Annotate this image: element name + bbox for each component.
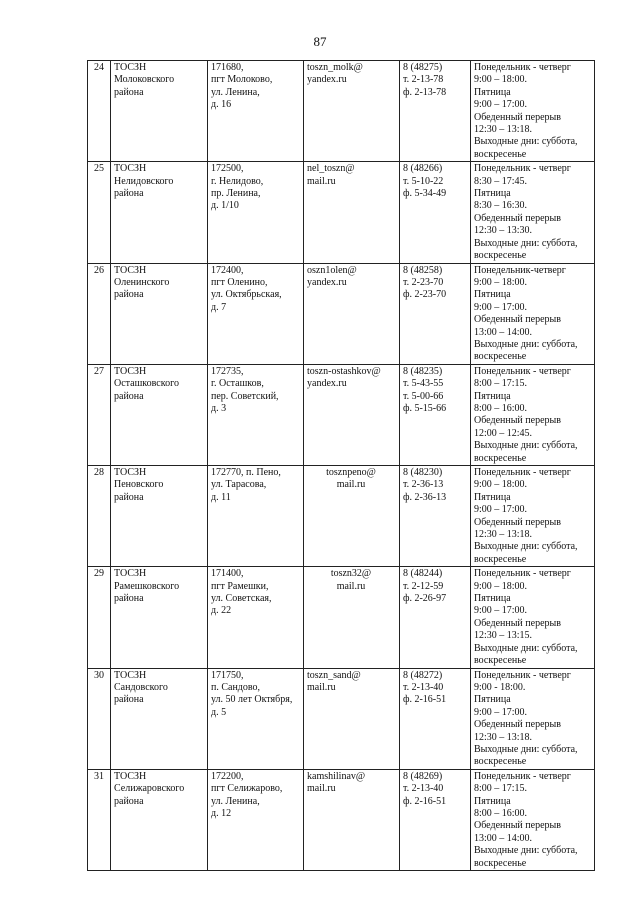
table-row xyxy=(88,364,595,465)
row-number: 25 xyxy=(88,162,111,263)
table-row xyxy=(88,769,595,870)
row-number: 31 xyxy=(88,769,111,870)
office-name: ТОСЗН Осташковского района xyxy=(111,364,208,465)
office-phone: 8 (48269) т. 2-13-40 ф. 2-16-51 xyxy=(400,769,471,870)
row-number: 29 xyxy=(88,567,111,668)
office-name: ТОСЗН Пеновского района xyxy=(111,466,208,567)
office-address: 171750, п. Сандово, ул. 50 лет Октября, д. 5 xyxy=(208,668,304,769)
office-phone: 8 (48244) т. 2-12-59 ф. 2-26-97 xyxy=(400,567,471,668)
office-phone: 8 (48272) т. 2-13-40 ф. 2-16-51 xyxy=(400,668,471,769)
office-phone: 8 (48230) т. 2-36-13 ф. 2-36-13 xyxy=(400,466,471,567)
table-row xyxy=(88,668,595,769)
row-number: 26 xyxy=(88,263,111,364)
row-number: 27 xyxy=(88,364,111,465)
office-name: ТОСЗН Молоковского района xyxy=(111,61,208,162)
page-number: 87 xyxy=(313,34,327,49)
office-hours: Понедельник - четверг 8:00 – 17:15. Пятница 8:00 – 16:00. Обеденный перерыв 12:00 – 12:45. Выходные дни: суббота, воскресенье xyxy=(471,364,595,465)
office-name: ТОСЗН Рамешковского района xyxy=(111,567,208,668)
office-address: 172500, г. Нелидово, пр. Ленина, д. 1/10 xyxy=(208,162,304,263)
office-address: 171400, пгт Рамешки, ул. Советская, д. 22 xyxy=(208,567,304,668)
office-phone: 8 (48235) т. 5-43-55 т. 5-00-66 ф. 5-15-66 xyxy=(400,364,471,465)
office-address: 172400, пгт Оленино, ул. Октябрьская, д. 7 xyxy=(208,263,304,364)
office-address: 172735, г. Осташков, пер. Советский, д. 3 xyxy=(208,364,304,465)
office-hours: Понедельник - четверг 9:00 – 18:00. Пятница 9:00 – 17:00. Обеденный перерыв 12:30 – 13:18. Выходные дни: суббота, воскресенье xyxy=(471,466,595,567)
office-name: ТОСЗН Оленинского района xyxy=(111,263,208,364)
row-number: 30 xyxy=(88,668,111,769)
office-email: nel_toszn@ mail.ru xyxy=(304,162,400,263)
office-phone: 8 (48275) т. 2-13-78 ф. 2-13-78 xyxy=(400,61,471,162)
office-name: ТОСЗН Нелидовского района xyxy=(111,162,208,263)
office-name: ТОСЗН Сандовского района xyxy=(111,668,208,769)
office-phone: 8 (48258) т. 2-23-70 ф. 2-23-70 xyxy=(400,263,471,364)
row-number: 24 xyxy=(88,61,111,162)
office-hours: Понедельник - четверг 8:30 – 17:45. Пятница 8:30 – 16:30. Обеденный перерыв 12:30 – 13:30. Выходные дни: суббота, воскресенье xyxy=(471,162,595,263)
office-email: kamshilinav@ mail.ru xyxy=(304,769,400,870)
office-hours: Понедельник - четверг 9:00 – 18:00. Пятница 9:00 – 17:00. Обеденный перерыв 12:30 – 13:18. Выходные дни: суббота, воскресенье xyxy=(471,61,595,162)
office-hours: Понедельник-четверг 9:00 – 18:00. Пятница 9:00 – 17:00. Обеденный перерыв 13:00 – 14:00. Выходные дни: суббота, воскресенье xyxy=(471,263,595,364)
office-email: toszn_molk@ yandex.ru xyxy=(304,61,400,162)
table-row xyxy=(88,466,595,567)
office-hours: Понедельник - четверг 8:00 – 17:15. Пятница 8:00 – 16:00. Обеденный перерыв 13:00 – 14:00. Выходные дни: суббота, воскресенье xyxy=(471,769,595,870)
office-hours: Понедельник - четверг 9:00 – 18:00. Пятница 9:00 – 17:00. Обеденный перерыв 12:30 – 13:15. Выходные дни: суббота, воскресенье xyxy=(471,567,595,668)
office-address: 171680, пгт Молоково, ул. Ленина, д. 16 xyxy=(208,61,304,162)
table-row xyxy=(88,567,595,668)
offices-table xyxy=(87,60,595,871)
office-hours: Понедельник - четверг 9:00 - 18:00. Пятница 9:00 – 17:00. Обеденный перерыв 12:30 – 13:18. Выходные дни: суббота, воскресенье xyxy=(471,668,595,769)
office-email: toszn_sand@ mail.ru xyxy=(304,668,400,769)
office-email: toszn-ostashkov@ yandex.ru xyxy=(304,364,400,465)
office-email: toszn32@ mail.ru xyxy=(304,567,400,668)
office-email: oszn1olen@ yandex.ru xyxy=(304,263,400,364)
table-row xyxy=(88,162,595,263)
office-phone: 8 (48266) т. 5-10-22 ф. 5-34-49 xyxy=(400,162,471,263)
row-number: 28 xyxy=(88,466,111,567)
office-address: 172200, пгт Селижарово, ул. Ленина, д. 12 xyxy=(208,769,304,870)
table-row xyxy=(88,61,595,162)
office-address: 172770, п. Пено, ул. Тарасова, д. 11 xyxy=(208,466,304,567)
office-name: ТОСЗН Селижаровского района xyxy=(111,769,208,870)
office-email: tosznpeno@ mail.ru xyxy=(304,466,400,567)
table-row xyxy=(88,263,595,364)
